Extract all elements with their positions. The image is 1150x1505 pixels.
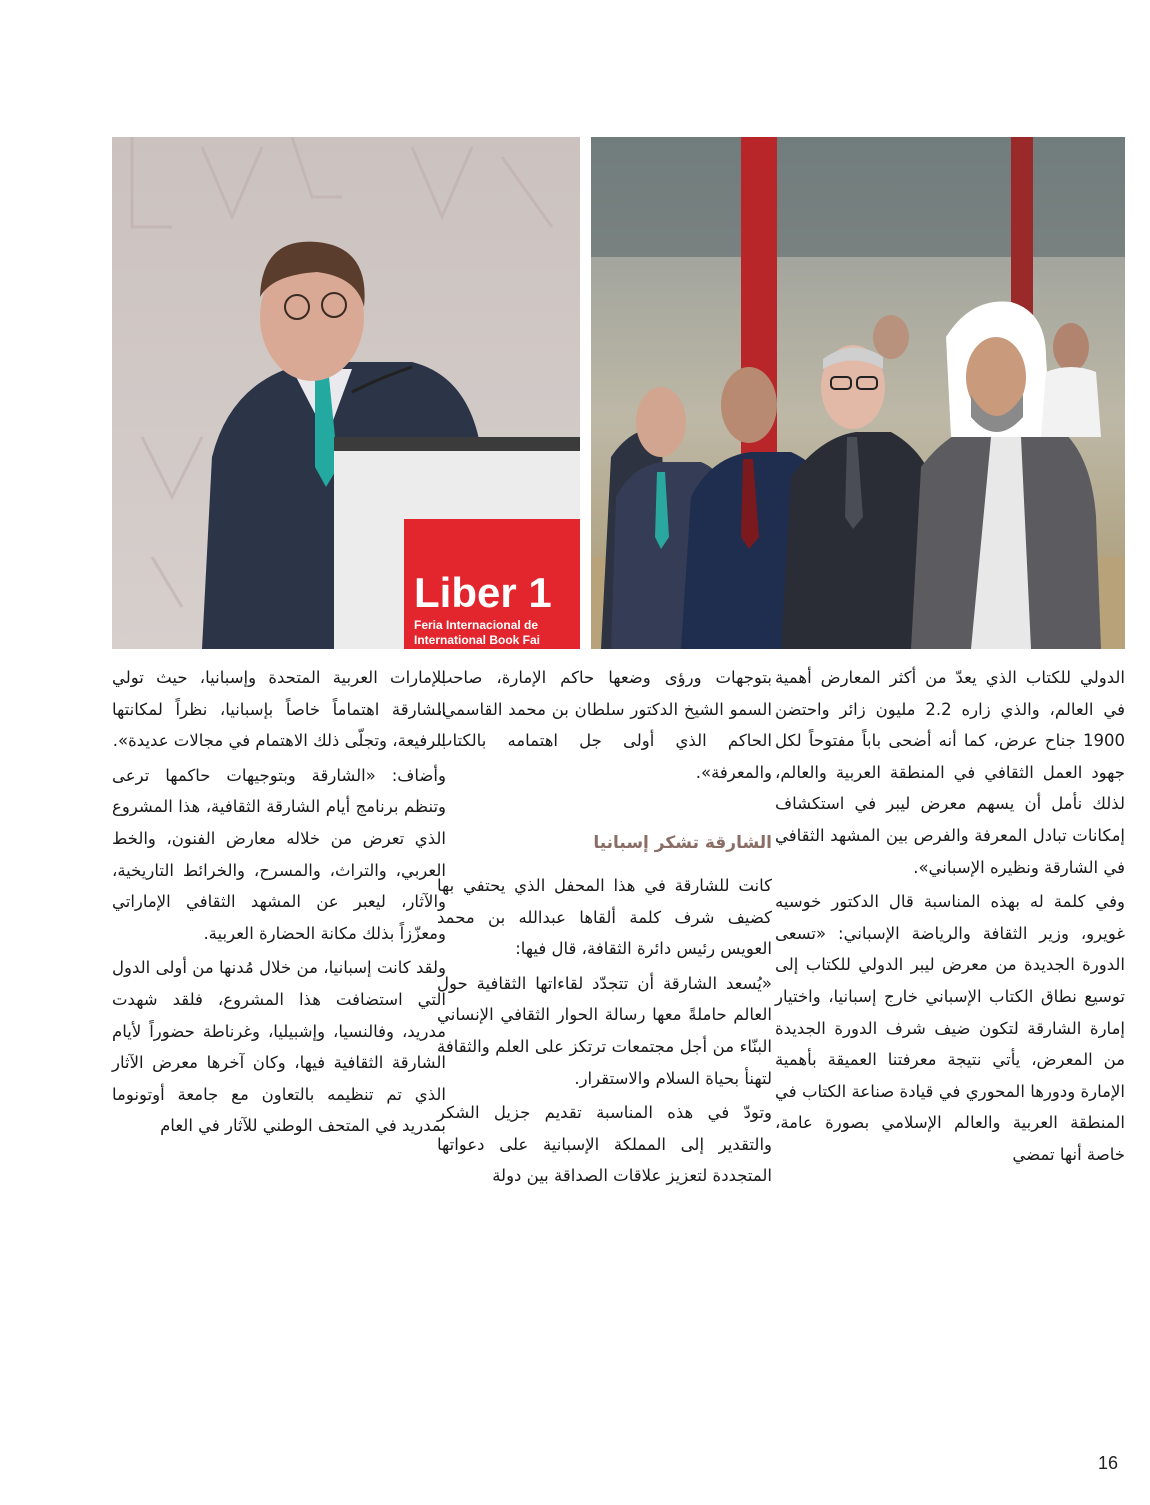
paragraph: وفي كلمة له بهذه المناسبة قال الدكتور خوسيه غويرو، وزير الثقافة والرياضة الإسباني: «تسعى الدورة الجديدة من معرض ليبر الدولي للكتاب إلى توسيع نطاق الكتاب الإسباني خارج إسبانيا، واختيار إمارة الشارقة لتكون ضيف شرف الدورة الجديدة من المعرض، يأتي نتيجة معرفتنا العميقة بأهمية الإمارة ودورها المحوري في قيادة صناعة الكتاب في المنطقة العربية والعالم الإسلامي بصورة عامة، خاصة أنها تمضي	[775, 892, 1125, 1164]
paragraph: بتوجهات ورؤى وضعها حاكم الإمارة، صاحب السمو الشيخ الدكتور سلطان بن محمد القاسمي، الحاكم الذي أولى جل اهتمامه بالكتاب والمعرفة».	[437, 668, 772, 782]
paragraph: الإمارات العربية المتحدة وإسبانيا، حيث تولي الشارقة اهتماماً خاصاً بإسبانيا، نظراً لمكانتها الرفيعة، وتجلّى ذلك الاهتمام في مجالات عديدة».	[112, 668, 446, 751]
group-photo-illustration	[591, 137, 1125, 649]
article-column-right	[775, 662, 1125, 1174]
section-subheading: الشارقة تشكر إسبانيا	[593, 833, 772, 854]
podium-line-1: Feria Internacional de	[414, 618, 539, 632]
podium-brand: Liber 1	[414, 569, 552, 616]
paragraph: «يُسعد الشارقة أن تتجدّد لقاءاتها الثقافية حول العالم حاملةً معها رسالة الحوار الثقافي الإنساني البنّاء من أجل مجتمعات ترتكز على العلم والثقافة لتهنأ بحياة السلام والاستقرار.	[437, 973, 772, 1088]
paragraph: الدولي للكتاب الذي يعدّ من أكثر المعارض أهمية في العالم، والذي زاره 2.2 مليون زائر واحتضن 1900 جناح عرض، كما أنه أضحى باباً مفتوحاً لكل جهود العمل الثقافي في المنطقة العربية والعالم، لذلك نأمل أن يسهم معرض ليبر في استكشاف إمكانات تبادل المعرفة والفرص بين المشهد الثقافي في الشارقة ونظيره الإسباني».	[775, 668, 1125, 877]
paragraph: ولقد كانت إسبانيا، من خلال مُدنها من أولى الدول التي استضافت هذا المشروع، فلقد شهدت مدريد، وفالنسيا، وإشبيليا، وغرناطة حضوراً لأيام الشارقة الثقافية فيها، وكان آخرها معرض الآثار الذي تم تنظيمه بالتعاون مع جامعة أوتونوما بمدريد في المتحف الوطني للآثار في العام	[112, 958, 446, 1136]
podium-line-2: International Book Fai	[414, 633, 541, 647]
paragraph: كانت للشارقة في هذا المحفل الذي يحتفي بها كضيف شرف كلمة ألقاها عبدالله بن محمد العويس رئيس دائرة الثقافة، قال فيها:	[437, 875, 772, 959]
paragraph: وأضاف: «الشارقة وبتوجيهات حاكمها ترعى وتنظم برنامج أيام الشارقة الثقافية، هذا المشروع الذي تعرض من خلاله معارض الفنون، والخط العربي، والتراث، والمسرح، والخرائط التاريخية، والآثار، ليعبر عن المشهد الثقافي الإماراتي ومعزّزاً بذلك مكانة الحضارة العربية.	[112, 765, 446, 943]
speaker-photo-illustration	[112, 137, 580, 649]
article-column-middle	[437, 662, 772, 1195]
paragraph: وتودّ في هذه المناسبة تقديم جزيل الشكر والتقدير إلى المملكة الإسبانية على دعواتها المتجددة لتعزيز علاقات الصداقة بين دولة	[437, 1103, 772, 1186]
speaker-photo	[112, 137, 580, 649]
group-photo	[591, 137, 1125, 649]
article-column-left	[112, 662, 446, 1145]
page-number: 16	[1098, 1453, 1119, 1473]
